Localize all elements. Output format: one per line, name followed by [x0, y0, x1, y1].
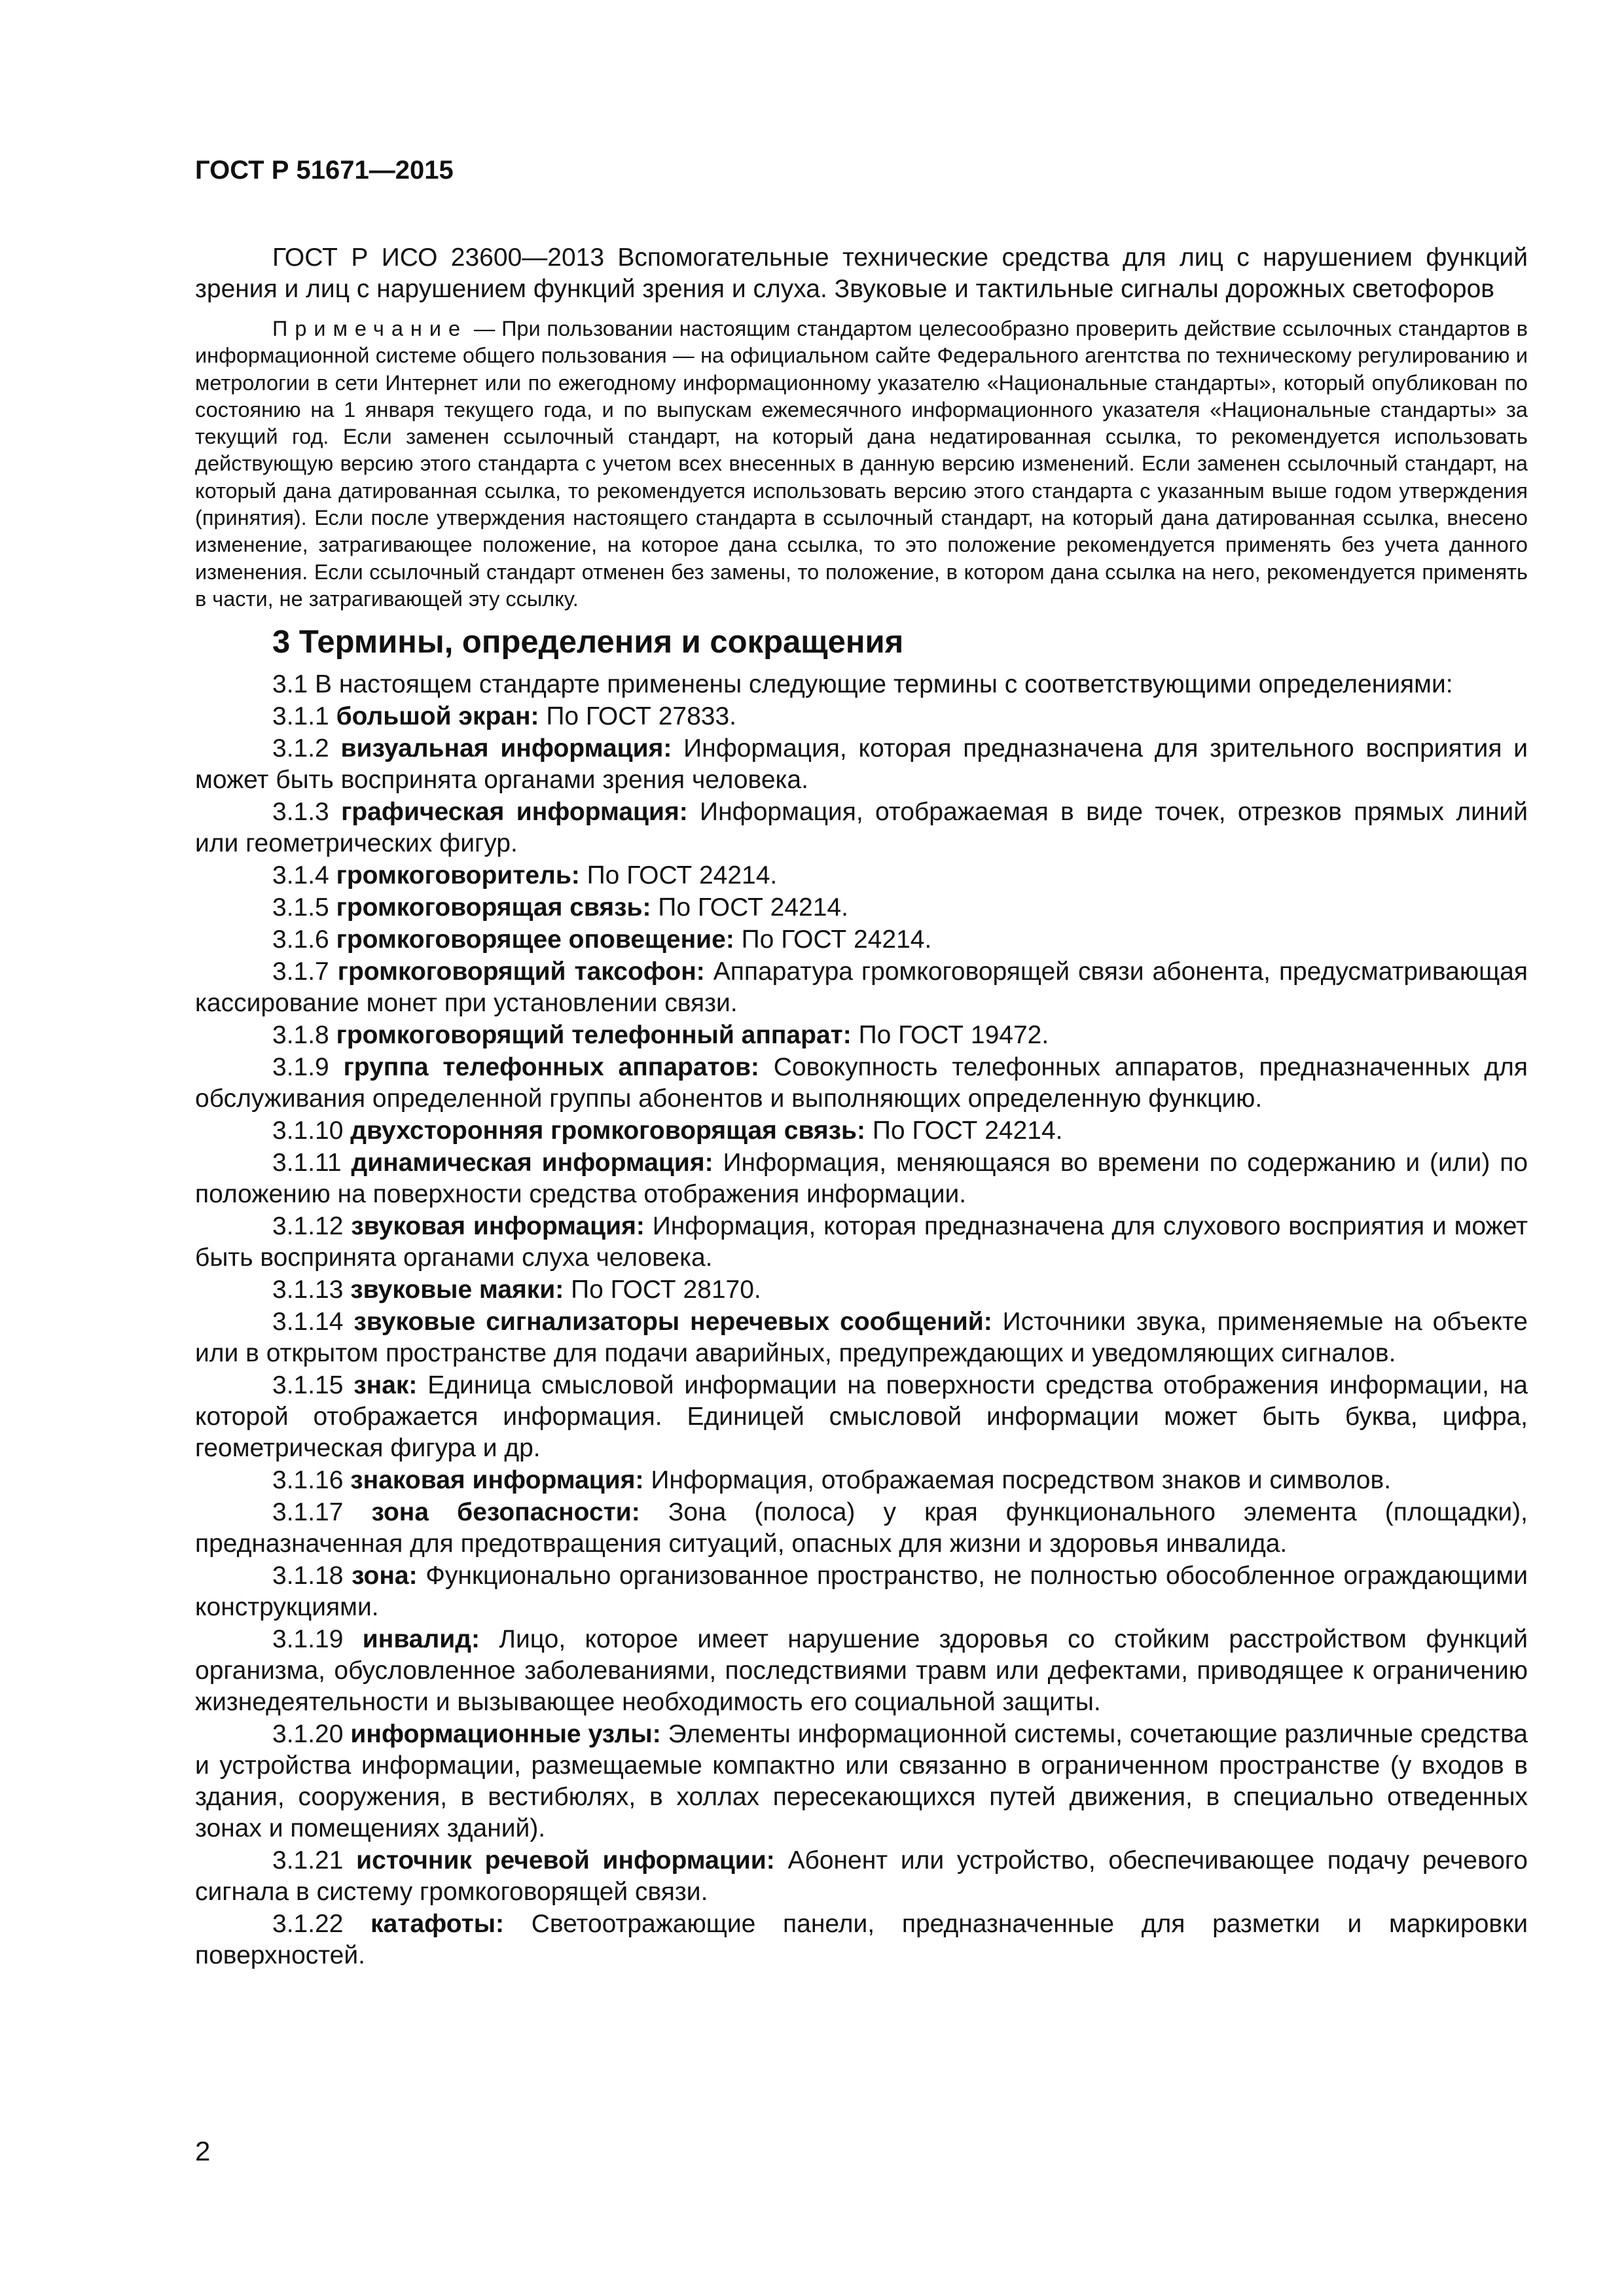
term-number: 3.1.12 — [272, 1212, 352, 1241]
term-entry — [195, 1370, 1528, 1465]
term-number: 3.1.15 — [272, 1371, 354, 1400]
term-number: 3.1.7 — [272, 958, 338, 986]
note-text: — При пользовании настоящим стандартом целесообразно проверить действие ссылочных стандартов в информационной системе общего пользования — на официальном сайте Федерального агентства по техническому регулированию и метрологии в сети Интернет или по ежегодному информационному указателю «Национальные стандарты», который опубликован по состоянию на 1 января текущего года, и по выпускам ежемесячного информационного указателя «Национальные стандарты» за текущий год. Если заменен ссылочный стандарт, на который дана недатированная ссылка, то рекомендуется использовать действующую версию этого стандарта с учетом всех внесенных в данную версию изменений. Если заменен ссылочный стандарт, на который дана датированная ссылка, то рекомендуется использовать версию этого стандарта с указанным выше годом утверждения (принятия). Если после утверждения настоящего стандарта в ссылочный стандарт, на который дана датированная ссылка, внесено изменение, затрагивающее положение, на которое дана ссылка, то это положение рекомендуется применять без учета данного изменения. Если ссылочный стандарт отменен без замены, то положение, в котором дана ссылка на него, рекомендуется применять в части, не затрагивающей эту ссылку. — [195, 317, 1528, 611]
term-definition: По ГОСТ 24214. — [865, 1117, 1063, 1145]
term-definition: Источники звука, применяемые на объекте или в открытом пространстве для подачи аварийных, предупреждающих и уведомляющих сигналов. — [195, 1308, 1528, 1368]
term-name: динамическая информация: — [351, 1149, 713, 1177]
note-label: Примечание — [272, 317, 468, 340]
term-definition: Элементы информационной системы, сочетающие различные средства и устройства информации, размещаемые компактно или связанно в ограниченном пространстве (у входов в здания, сооружения, в вестибюлях, в холлах пересекающихся путей движения, в специально отведенных зонах и помещениях зданий). — [195, 1720, 1528, 1843]
term-definition: Совокупность телефонных аппаратов, предназначенных для обслуживания определенной группы абонентов и выполняющих определенную функцию. — [195, 1053, 1528, 1113]
term-entry — [195, 1845, 1528, 1909]
term-definition: Информация, которая предназначена для зрительного восприятия и может быть воспринята органами зрения человека. — [195, 734, 1528, 795]
page-number: 2 — [195, 2136, 211, 2166]
term-name: источник речевой информации: — [356, 1846, 775, 1875]
term-definition: Зона (полоса) у края функционального элемента (площадки), предназначенная для предотвращения ситуаций, опасных для жизни и здоровья инвалида. — [195, 1498, 1528, 1558]
term-name: двухсторонняя громкоговорящая связь: — [350, 1117, 866, 1145]
term-number: 3.1.9 — [272, 1053, 344, 1082]
term-definition: Абонент или устройство, обеспечивающее подачу речевого сигнала в систему громкоговорящей связи. — [195, 1846, 1528, 1907]
term-name: информационные узлы: — [350, 1720, 661, 1749]
term-entry — [195, 1465, 1528, 1497]
term-name: зона: — [352, 1562, 418, 1590]
term-entry — [195, 1052, 1528, 1115]
term-name: звуковые сигнализаторы неречевых сообщений: — [353, 1308, 992, 1336]
term-number: 3.1.5 — [272, 893, 336, 922]
term-number: 3.1.11 — [272, 1149, 352, 1177]
reference-entry: ГОСТ Р ИСО 23600—2013 Вспомогательные технические средства для лиц с нарушением функций зрения и лиц с нарушением функций зрения и слуха. Звуковые и тактильные сигналы дорожных светофоров — [195, 243, 1528, 303]
term-name: знаковая информация: — [350, 1466, 644, 1495]
term-name: графическая информация: — [341, 798, 688, 827]
term-entry — [195, 1020, 1528, 1052]
term-number: 3.1.22 — [272, 1910, 371, 1939]
term-entry — [195, 733, 1528, 797]
term-entry — [195, 924, 1528, 956]
term-entry — [195, 1274, 1528, 1306]
term-entry — [195, 892, 1528, 924]
term-definition: По ГОСТ 24214. — [734, 925, 932, 954]
term-number: 3.1.1 — [272, 702, 336, 731]
term-name: катафоты: — [370, 1910, 504, 1939]
term-number: 3.1.6 — [272, 925, 336, 954]
term-definition: Лицо, которое имеет нарушение здоровья со стойким расстройством функций организма, обусловленное заболеваниями, последствиями травм или дефектами, приводящее к ограничению жизнедеятельности и вызывающее необходимость его социальной защиты. — [195, 1625, 1528, 1717]
term-definition: Светоотражающие панели, предназначенные для разметки и маркировки поверхностей. — [195, 1910, 1528, 1970]
term-entry — [195, 1147, 1528, 1211]
term-name: визуальная информация: — [340, 734, 672, 763]
term-number: 3.1.14 — [272, 1308, 354, 1336]
term-name: громкоговорящее оповещение: — [336, 925, 734, 954]
terms-list — [195, 701, 1528, 1972]
term-number: 3.1.3 — [272, 798, 342, 827]
term-definition: Аппаратура громкоговорящей связи абонента, предусматривающая кассирование монет при установлении связи. — [195, 958, 1528, 1018]
term-definition: По ГОСТ 19472. — [851, 1021, 1049, 1050]
term-name: громкоговорящая связь: — [336, 893, 651, 922]
term-name: знак: — [353, 1371, 418, 1400]
term-entry — [195, 1719, 1528, 1845]
term-name: звуковая информация: — [351, 1212, 645, 1241]
term-entry — [195, 797, 1528, 860]
term-number: 3.1.8 — [272, 1021, 336, 1050]
term-entry — [195, 1497, 1528, 1560]
term-entry — [195, 1306, 1528, 1370]
term-number: 3.1.21 — [272, 1846, 357, 1875]
term-name: группа телефонных аппаратов: — [343, 1053, 759, 1082]
term-name: большой экран: — [336, 702, 539, 731]
term-definition: Информация, меняющаяся во времени по содержанию и (или) по положению на поверхности средства отображения информации. — [195, 1149, 1528, 1209]
term-definition: Информация, которая предназначена для слухового восприятия и может быть воспринята органами слуха человека. — [195, 1212, 1528, 1272]
term-entry — [195, 1211, 1528, 1274]
term-entry — [195, 1560, 1528, 1624]
term-definition: По ГОСТ 24214. — [579, 861, 778, 890]
term-number: 3.1.20 — [272, 1720, 351, 1749]
term-definition: По ГОСТ 27833. — [539, 702, 737, 731]
term-definition: Информация, отображаемая посредством знаков и символов. — [643, 1466, 1392, 1495]
term-entry — [195, 1624, 1528, 1719]
term-definition: По ГОСТ 28170. — [564, 1276, 761, 1304]
term-definition: Единица смысловой информации на поверхности средства отображения информации, на которой отображается информация. Единицей смысловой информации может быть буква, цифра, геометрическая фигура и др. — [195, 1371, 1528, 1463]
term-entry — [195, 860, 1528, 892]
term-definition: По ГОСТ 24214. — [651, 893, 848, 922]
term-name: звуковые маяки: — [350, 1276, 564, 1304]
term-name: зона безопасности: — [371, 1498, 640, 1527]
term-number: 3.1.10 — [272, 1117, 351, 1145]
document-page — [195, 154, 1528, 1972]
term-number: 3.1.19 — [272, 1625, 363, 1654]
term-name: громкоговорящий таксофон: — [337, 958, 705, 986]
term-number: 3.1.16 — [272, 1466, 351, 1495]
term-number: 3.1.17 — [272, 1498, 372, 1527]
term-number: 3.1.18 — [272, 1562, 352, 1590]
term-entry — [195, 1115, 1528, 1147]
document-header: ГОСТ Р 51671—2015 — [195, 156, 454, 185]
term-name: громкоговоритель: — [336, 861, 580, 890]
term-entry — [195, 956, 1528, 1020]
term-number: 3.1.2 — [272, 734, 341, 763]
term-name: инвалид: — [362, 1625, 480, 1654]
term-definition: Функционально организованное пространство, не полностью обособленное ограждающими конструкциями. — [195, 1562, 1528, 1622]
term-entry — [195, 1909, 1528, 1972]
section-title: 3 Термины, определения и сокращения — [272, 624, 904, 660]
term-name: громкоговорящий телефонный аппарат: — [336, 1021, 852, 1050]
note-paragraph — [195, 315, 1528, 613]
section-intro: 3.1 В настоящем стандарте применены следующие термины с соответствующими определениями: — [272, 670, 1453, 699]
term-number: 3.1.4 — [272, 861, 336, 890]
term-entry — [195, 701, 1528, 733]
term-definition: Информация, отображаемая в виде точек, отрезков прямых линий или геометрических фигур. — [195, 798, 1528, 858]
term-number: 3.1.13 — [272, 1276, 351, 1304]
